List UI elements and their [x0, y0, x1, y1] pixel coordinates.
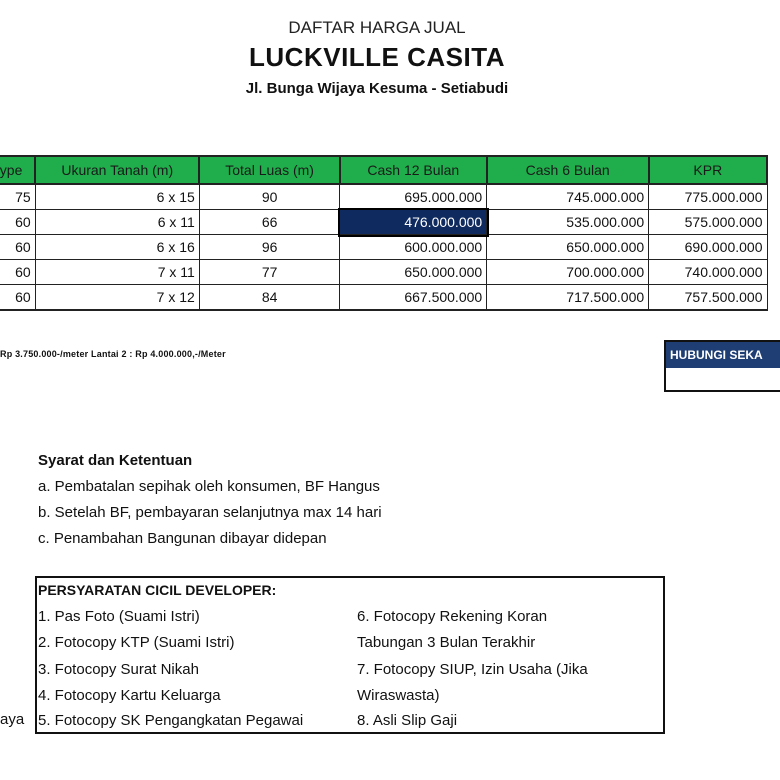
selected-cell[interactable]: 476.000.000 — [340, 210, 487, 235]
document-subtitle: DAFTAR HARGA JUAL — [288, 18, 466, 37]
requirement-item: 6. Fotocopy Rekening Koran — [357, 608, 548, 625]
clipped-text-fragment: aya — [0, 711, 25, 728]
column-header-total-area[interactable]: Total Luas (m) — [199, 156, 340, 184]
table-row — [0, 210, 767, 235]
requirements-title: PERSYARATAN CICIL DEVELOPER: — [38, 582, 277, 598]
terms-title: Syarat dan Ketentuan — [38, 452, 193, 469]
column-header-kpr[interactable]: KPR — [649, 156, 767, 184]
contact-heading: HUBUNGI SEKA — [666, 342, 780, 368]
requirement-item: 1. Pas Foto (Suami Istri) — [38, 608, 200, 625]
contact-box — [664, 340, 780, 392]
table-row — [0, 235, 767, 260]
cell-land-size[interactable]: 7 x 12 — [35, 285, 199, 311]
table-row — [0, 285, 767, 311]
cell-kpr[interactable]: 690.000.000 — [649, 235, 767, 260]
cell-cash-12[interactable]: 695.000.000 — [340, 184, 487, 210]
cell-total-area[interactable]: 84 — [199, 285, 340, 311]
cell-land-size[interactable]: 6 x 11 — [35, 210, 199, 235]
price-table — [0, 155, 768, 311]
cell-cash-6[interactable]: 700.000.000 — [487, 260, 649, 285]
column-header-cash-12[interactable]: Cash 12 Bulan — [340, 156, 487, 184]
column-header-land-size[interactable]: Ukuran Tanah (m) — [35, 156, 199, 184]
requirement-item: 2. Fotocopy KTP (Suami Istri) — [38, 634, 235, 651]
requirement-item: 3. Fotocopy Surat Nikah — [38, 661, 199, 678]
cell-land-size[interactable]: 6 x 15 — [35, 184, 199, 210]
cell-type[interactable]: 60 — [0, 235, 35, 260]
cell-land-size[interactable]: 7 x 11 — [35, 260, 199, 285]
address-line: Jl. Bunga Wijaya Kesuma - Setiabudi — [245, 80, 509, 97]
column-header-type[interactable]: ype — [0, 156, 35, 184]
cell-cash-6[interactable]: 717.500.000 — [487, 285, 649, 311]
term-item: c. Penambahan Bangunan dibayar didepan — [38, 530, 327, 547]
cell-kpr[interactable]: 757.500.000 — [649, 285, 767, 311]
cell-type[interactable]: 60 — [0, 210, 35, 235]
cell-type[interactable]: 60 — [0, 260, 35, 285]
cell-total-area[interactable]: 90 — [199, 184, 340, 210]
cell-total-area[interactable]: 96 — [199, 235, 340, 260]
requirement-item: 4. Fotocopy Kartu Keluarga — [38, 687, 221, 704]
requirement-item: Wiraswasta) — [357, 687, 440, 704]
cell-cash-6[interactable]: 535.000.000 — [487, 210, 649, 235]
document-title: LUCKVILLE CASITA — [249, 42, 505, 72]
price-note: Rp 3.750.000-/meter Lantai 2 : Rp 4.000.000,-/Meter — [0, 349, 226, 359]
cell-kpr[interactable]: 575.000.000 — [649, 210, 767, 235]
column-header-cash-6[interactable]: Cash 6 Bulan — [487, 156, 649, 184]
cell-kpr[interactable]: 775.000.000 — [649, 184, 767, 210]
cell-total-area[interactable]: 77 — [199, 260, 340, 285]
requirement-item: 5. Fotocopy SK Pengangkatan Pegawai — [38, 712, 304, 729]
cell-type[interactable]: 75 — [0, 184, 35, 210]
table-row — [0, 184, 767, 210]
cell-cash-12[interactable]: 600.000.000 — [340, 235, 487, 260]
term-item: b. Setelah BF, pembayaran selanjutnya max 14 hari — [38, 504, 382, 521]
cell-type[interactable]: 60 — [0, 285, 35, 311]
requirement-item: Tabungan 3 Bulan Terakhir — [357, 634, 536, 651]
cell-kpr[interactable]: 740.000.000 — [649, 260, 767, 285]
table-header-row — [0, 156, 767, 184]
cell-cash-6[interactable]: 745.000.000 — [487, 184, 649, 210]
table-row — [0, 260, 767, 285]
requirement-item: 7. Fotocopy SIUP, Izin Usaha (Jika — [357, 661, 588, 678]
requirements-box — [35, 576, 665, 734]
cell-total-area[interactable]: 66 — [199, 210, 340, 235]
term-item: a. Pembatalan sepihak oleh konsumen, BF Hangus — [38, 478, 380, 495]
cell-cash-6[interactable]: 650.000.000 — [487, 235, 649, 260]
cell-cash-12[interactable]: 667.500.000 — [340, 285, 487, 311]
cell-land-size[interactable]: 6 x 16 — [35, 235, 199, 260]
requirement-item: 8. Asli Slip Gaji — [357, 712, 458, 729]
cell-cash-12[interactable]: 650.000.000 — [340, 260, 487, 285]
